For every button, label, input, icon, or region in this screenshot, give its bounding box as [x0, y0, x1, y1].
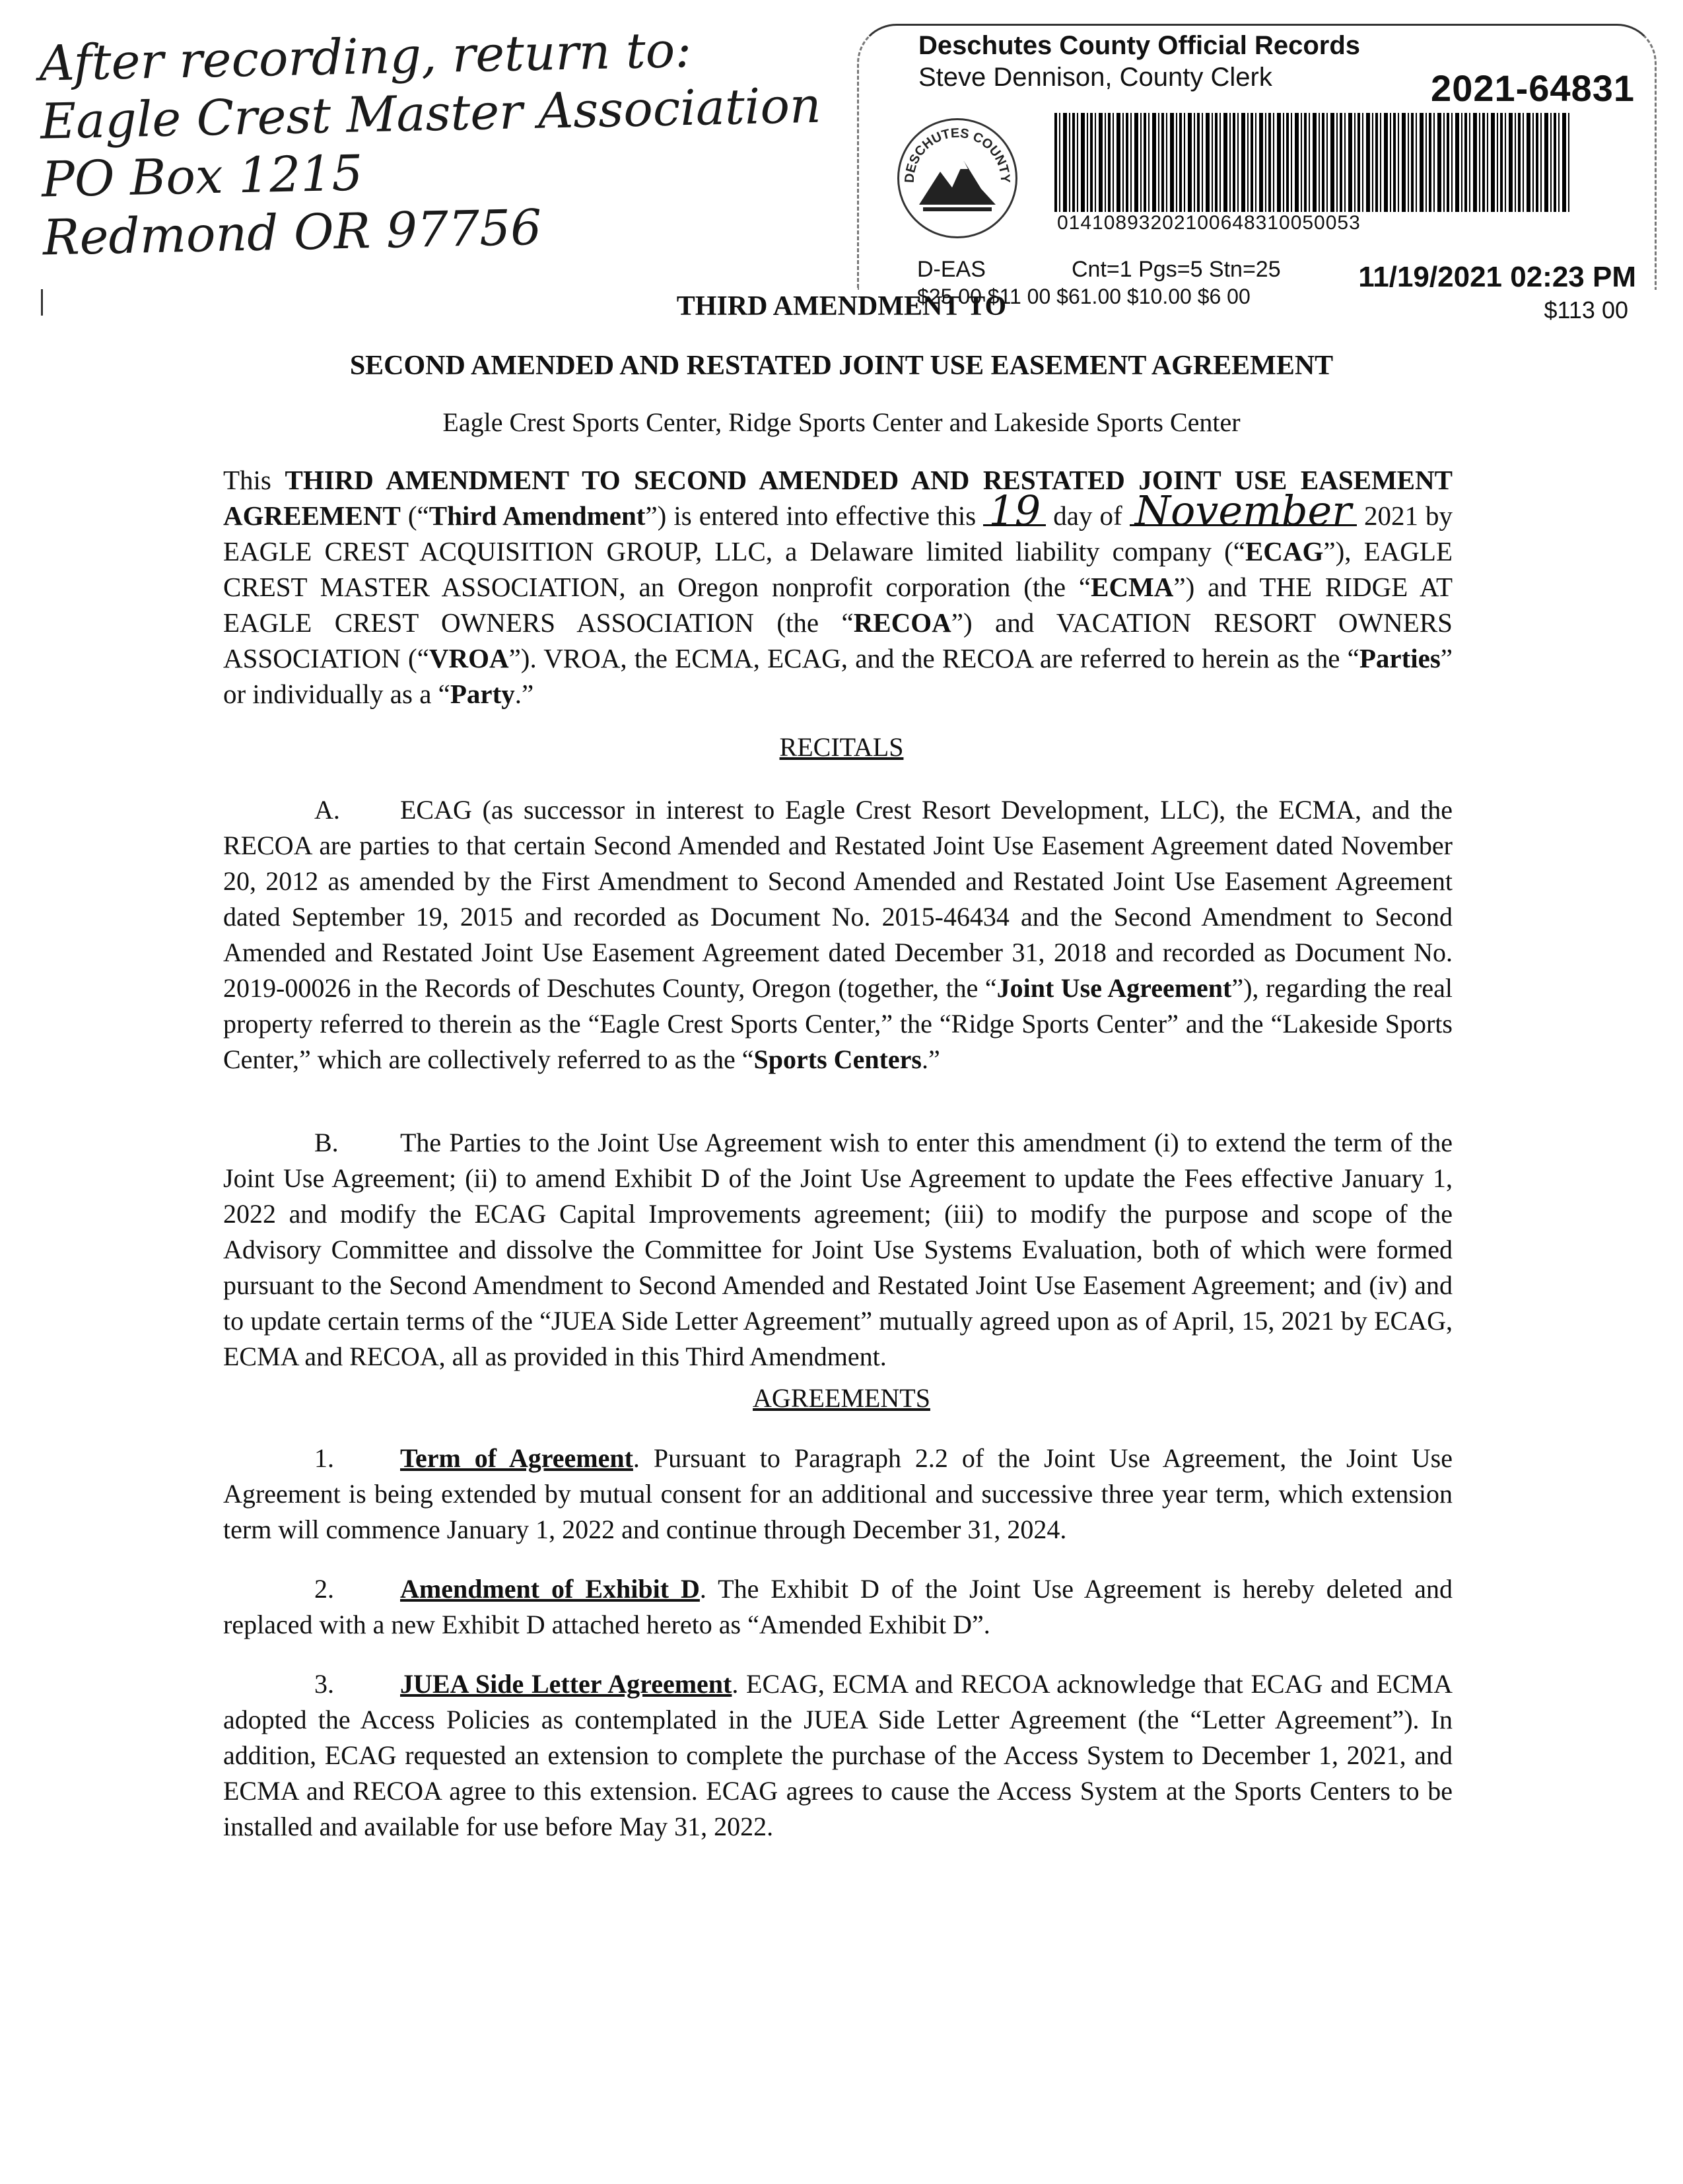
recital-a-jua: Joint Use Agreement — [996, 973, 1232, 1003]
barcode — [1054, 113, 1569, 212]
intro-short-name: Third Amendment — [429, 500, 646, 531]
stamp-total: $113 00 — [1544, 296, 1628, 324]
item-3-text: . ECAG, ECMA and RECOA acknowledge that ECAG and ECMA adopted the Access Policies as contemplated in the JUEA Side Letter Agreement (the “Letter Agreement”). In addition, ECAG requested an extension to complete the purchase of the Access System to December 1, 2021, and ECMA and RECOA agree to this extension. ECAG agrees to cause the Access System at the Sports Centers to be installed and available for use before May 31, 2022. — [223, 1669, 1453, 1841]
seal-text: DESCHUTES COUNTY — [902, 125, 1013, 184]
item-1-label: 1. — [314, 1443, 334, 1473]
intro-parties: Parties — [1359, 643, 1441, 673]
item-3-label: 3. — [314, 1669, 334, 1699]
intro-paragraph — [223, 462, 1453, 712]
recital-a-sports-centers: Sports Centers — [753, 1044, 922, 1074]
agreement-item-2 — [223, 1571, 1453, 1643]
stamp-document-number: 2021-64831 — [1431, 67, 1635, 109]
recital-a-label: A. — [314, 795, 340, 825]
recital-b-label: B. — [314, 1128, 339, 1157]
intro-ecma: ECMA — [1091, 572, 1174, 602]
stamp-clerk: Steve Dennison, County Clerk — [918, 63, 1272, 92]
item-2-heading: Amendment of Exhibit D — [400, 1574, 700, 1604]
return-line-4: Redmond OR 97756 — [42, 199, 543, 267]
item-2-label: 2. — [314, 1574, 334, 1604]
recital-b — [223, 1125, 1453, 1375]
intro-body-6: ” or individually as a “ — [223, 643, 1453, 709]
item-2-text: . The Exhibit D of the Joint Use Agreement is hereby deleted and replaced with a new Exhibit D attached hereto as “Amended Exhibit D”. — [223, 1574, 1453, 1639]
document-subtitle: Eagle Crest Sports Center, Ridge Sports Center and Lakeside Sports Center — [442, 407, 1241, 437]
agreement-item-3 — [223, 1666, 1453, 1845]
county-seal-icon — [897, 118, 1017, 238]
return-line-2: Eagle Crest Master Association — [40, 77, 822, 151]
intro-body-3: ”) and THE RIDGE AT EAGLE CREST OWNERS ASSOCIATION (the “ — [223, 572, 1453, 638]
return-line-3: PO Box 1215 — [41, 145, 364, 209]
stamp-counts: Cnt=1 Pgs=5 Stn=25 — [1072, 257, 1281, 282]
intro-ecag: ECAG — [1245, 536, 1324, 566]
stamp-barcode-number: 01410893202100648310050053 — [1057, 212, 1361, 234]
intro-vroa: VROA — [429, 643, 509, 673]
agreements-heading: AGREEMENTS — [753, 1383, 930, 1413]
stamp-recorded-at: 11/19/2021 02:23 PM — [1358, 261, 1636, 293]
intro-body-7: .” — [514, 679, 534, 709]
intro-agreement-name: THIRD AMENDMENT TO SECOND AMENDED AND RESTATED JOINT USE EASEMENT AGREEMENT — [223, 465, 1453, 531]
intro-effective-text: ”) is entered into effective this — [645, 500, 984, 531]
item-3-heading: JUEA Side Letter Agreement — [400, 1669, 732, 1699]
title-line-1: THIRD AMENDMENT TO — [676, 291, 1007, 322]
recital-a-text-2: ”), regarding the real property referred to therein as the “Eagle Crest Sports Center,” the “Ridge Sports Center” and the “Lakeside Sports Center,” which are collectively referred to as the “ — [223, 973, 1453, 1074]
item-1-heading: Term of Agreement — [400, 1443, 633, 1473]
agreement-item-1 — [223, 1441, 1453, 1548]
intro-body-4: ”) and VACATION RESORT OWNERS ASSOCIATION (“ — [223, 607, 1453, 673]
handwritten-month: November — [1130, 498, 1357, 526]
handwritten-return-address — [38, 18, 835, 267]
intro-body-1: 2021 by EAGLE CREST ACQUISITION GROUP, LLC, a Delaware limited liability company (“ — [223, 500, 1453, 566]
intro-body-2: ”), EAGLE CREST MASTER ASSOCIATION, an Oregon nonprofit corporation (the “ — [223, 536, 1453, 602]
stamp-fees: $25 00 $11 00 $61.00 $10.00 $6 00 — [917, 285, 1251, 308]
handwritten-day: 19 — [983, 498, 1046, 526]
stamp-office: Deschutes County Official Records — [918, 31, 1361, 60]
item-1-text: . Pursuant to Paragraph 2.2 of the Joint Use Agreement, the Joint Use Agreement is being extended by mutual consent for an additional and successive three year term, which extension term will commence January 1, 2022 and continue through December 31, 2024. — [223, 1443, 1453, 1544]
recital-a — [223, 792, 1453, 1077]
intro-recoa: RECOA — [853, 607, 951, 638]
return-line-1: After recording, return to: — [38, 21, 693, 92]
intro-short-open: (“ — [400, 500, 429, 531]
recital-a-text-1: ECAG (as successor in interest to Eagle Crest Resort Development, LLC), the ECMA, and the RECOA are parties to that certain Second Amended and Restated Joint Use Easement Agreement dated November 20, 2012 as amended by the First Amendment to Second Amended and Restated Joint Use Easement Agreement dated September 19, 2015 and recorded as Document No. 2015-46434 and the Second Amendment to Second Amended and Restated Joint Use Easement Agreement dated December 31, 2018 and recorded as Document No. 2019-00026 in the Records of Deschutes County, Oregon (together, the “ — [223, 795, 1453, 1003]
intro-party: Party — [450, 679, 515, 709]
recital-a-text-3: .” — [921, 1044, 940, 1074]
recording-stamp — [857, 24, 1657, 324]
stamp-doc-type: D-EAS — [917, 257, 986, 282]
intro-day-of: day of — [1046, 500, 1130, 531]
recital-b-text: The Parties to the Joint Use Agreement wish to enter this amendment (i) to extend the term of the Joint Use Agreement; (ii) to amend Exhibit D of the Joint Use Agreement to update the Fees effective January 1, 2022 and modify the ECAG Capital Improvements agreement; (iii) to modify the purpose and scope of the Advisory Committee and dissolve the Committee for Joint Use Systems Evaluation, both of which were formed pursuant to the Second Amendment to Second Amended and Restated Joint Use Easement Agreement; and (iv) and to update certain terms of the “JUEA Side Letter Agreement” mutually agreed upon as of April, 15, 2021 by ECAG, ECMA and RECOA, all as provided in this Third Amendment. — [223, 1128, 1453, 1371]
recitals-heading: RECITALS — [779, 732, 904, 762]
intro-body-5: ”). VROA, the ECMA, ECAG, and the RECOA are referred to herein as the “ — [508, 643, 1359, 673]
intro-lead: This — [223, 465, 285, 495]
title-line-2: SECOND AMENDED AND RESTATED JOINT USE EASEMENT AGREEMENT — [349, 351, 1334, 381]
svg-text:DESCHUTES COUNTY — [903, 126, 1013, 184]
